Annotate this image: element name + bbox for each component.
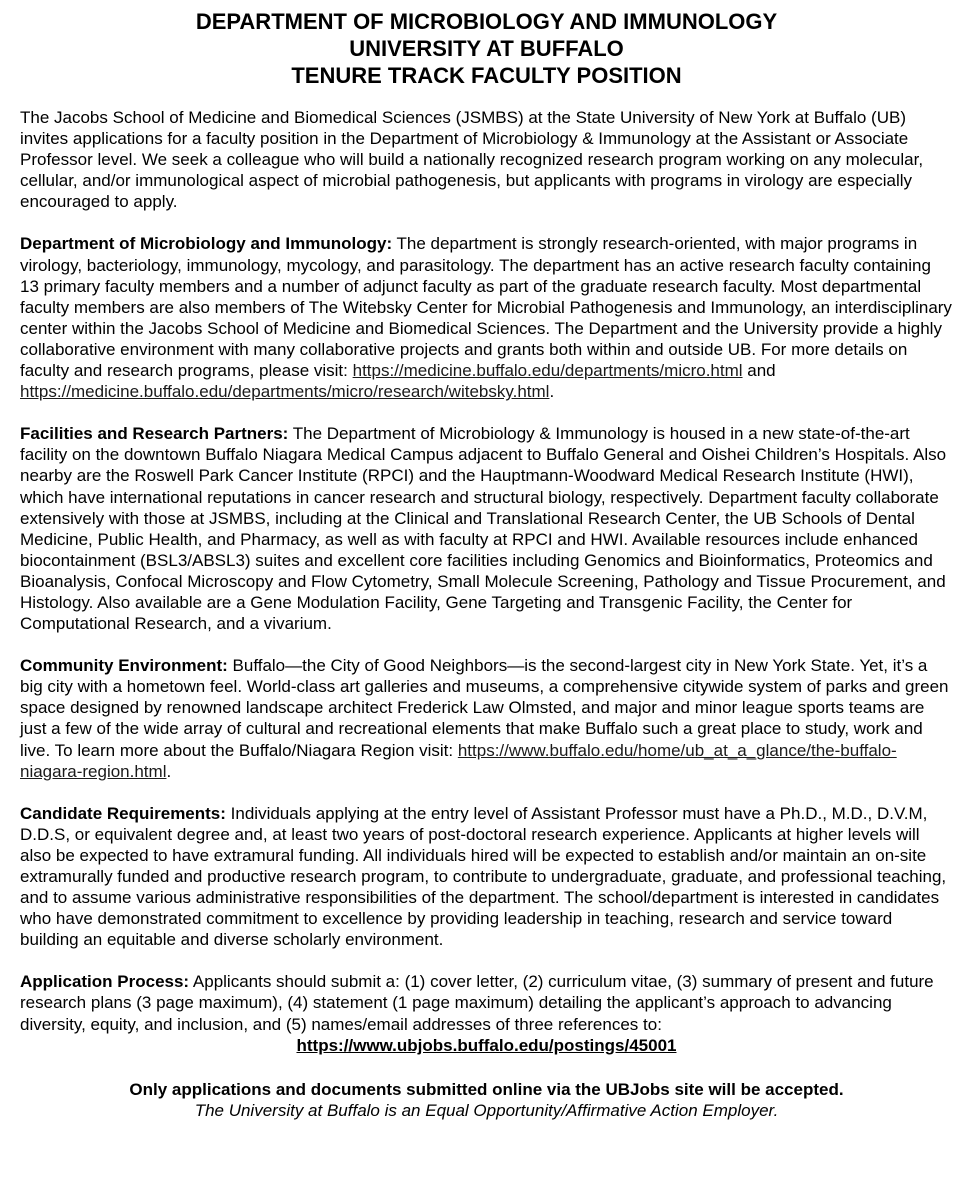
posting-footer xyxy=(20,1079,953,1121)
requirements-paragraph xyxy=(20,803,953,951)
requirements-text: Individuals applying at the entry level of Assistant Professor must have a Ph.D., M.D., D.V.M, D.D.S, or equivalent degree and, at least two years of post-doctoral research experience. Applicants at higher levels will also be expected to have extramural funding. All individuals hired will be expected to establish and/or maintain an on-site extramurally funded and productive research program, to contribute to undergraduate, graduate, and professional teaching, and to assume various administrative responsibilities of the department. The school/department is interested in candidates who have demonstrated commitment to excellence by providing leadership in teaching, research and service toward building an equitable and diverse scholarly environment. xyxy=(20,803,947,950)
facilities-paragraph xyxy=(20,423,953,634)
department-paragraph xyxy=(20,233,953,402)
department-link-separator: and xyxy=(742,361,776,381)
intro-paragraph: The Jacobs School of Medicine and Biomedical Sciences (JSMBS) at the State University of New York at Buffalo (UB) invites applications for a faculty position in the Department of Microbiology & Immunology at the Assistant or Associate Professor level. We seek a colleague who will build a nationally recognized research program working on any molecular, cellular, and/or immunological aspect of microbial pathogenesis, but applicants with programs in virology are especially encouraged to apply. xyxy=(20,108,924,212)
application-paragraph xyxy=(20,971,953,1034)
application-text: Applicants should submit a: (1) cover letter, (2) curriculum vitae, (3) summary of present and future research plans (3 page maximum), (4) statement (1 page maximum) detailing the applicant’s approach to advancing diversity, equity, and inclusion, and (5) names/email addresses of three references to: xyxy=(20,972,934,1034)
department-heading: Department of Microbiology and Immunology: xyxy=(20,234,393,254)
header-department: DEPARTMENT OF MICROBIOLOGY AND IMMUNOLOGY xyxy=(195,9,778,34)
eeo-statement: The University at Buffalo is an Equal Opportunity/Affirmative Action Employer. xyxy=(194,1100,779,1120)
posting-header xyxy=(20,8,953,89)
requirements-heading: Candidate Requirements: xyxy=(20,803,226,823)
department-link[interactable]: https://medicine.buffalo.edu/departments/micro.html xyxy=(352,361,743,381)
online-only-notice: Only applications and documents submitted online via the UBJobs site will be accepted. xyxy=(129,1079,844,1099)
department-text: The department is strongly research-oriented, with major programs in virology, bacteriology, immunology, mycology, and parasitology. The department has an active research faculty containing 13 primary faculty members and a number of adjunct faculty as part of the graduate research faculty. Most departmental faculty members are also members of The Witebsky Center for Microbial Pathogenesis and Immunology, an interdisciplinary center within the Jacobs School of Medicine and Biomedical Sciences. The Department and the University provide a highly collaborative environment with many collaborative projects and grants both within and outside UB. For more details on faculty and research programs, please visit: xyxy=(20,234,952,381)
facilities-heading: Facilities and Research Partners: xyxy=(20,424,289,444)
header-position: TENURE TRACK FACULTY POSITION xyxy=(291,63,682,88)
application-link-row xyxy=(20,1035,953,1056)
facilities-text: The Department of Microbiology & Immunology is housed in a new state-of-the-art facility on the downtown Buffalo Niagara Medical Campus adjacent to Buffalo General and Oishei Children’s Hospitals. Also nearby are the Roswell Park Cancer Institute (RPCI) and the Hauptmann-Woodward Medical Research Institute (HWI), which have international reputations in cancer research and structural biology, respectively. Department faculty collaborate extensively with those at JSMBS, including at the Clinical and Translational Research Center, the UB Schools of Dental Medicine, Public Health, and Pharmacy, as well as with faculty at RPCI and HWI. Available resources include enhanced biocontainment (BSL3/ABSL3) suites and excellent core facilities including Genomics and Bioinformatics, Proteomics and Bioanalysis, Confocal Microscopy and Flow Cytometry, Small Molecule Screening, Pathology and Tissue Procurement, and Histology. Also available are a Gene Modulation Facility, Gene Targeting and Transgenic Facility, the Center for Computational Research, and a vivarium. xyxy=(20,424,947,634)
ubjobs-posting-link[interactable]: https://www.ubjobs.buffalo.edu/postings/45001 xyxy=(296,1035,677,1055)
buffalo-region-link[interactable]: https://www.buffalo.edu/home/ub_at_a_glance/the-buffalo-niagara-region.html xyxy=(20,740,897,781)
community-end: . xyxy=(166,761,172,781)
community-paragraph xyxy=(20,655,953,782)
header-university: UNIVERSITY AT BUFFALO xyxy=(349,36,624,61)
community-heading: Community Environment: xyxy=(20,656,228,676)
application-heading: Application Process: xyxy=(20,972,190,992)
community-text: Buffalo—the City of Good Neighbors—is the second-largest city in New York State. Yet, it’s a big city with a hometown feel. World-class art galleries and museums, a comprehensive citywide system of parks and green space designed by renowned landscape architect Frederick Law Olmsted, and major and minor league sports teams are just a few of the wide array of cultural and recreational elements that make Buffalo such a great place to study, work and live. To learn more about the Buffalo/Niagara Region visit: xyxy=(20,656,949,760)
witebsky-link[interactable]: https://medicine.buffalo.edu/departments/micro/research/witebsky.html xyxy=(20,382,550,402)
department-end: . xyxy=(549,382,555,402)
